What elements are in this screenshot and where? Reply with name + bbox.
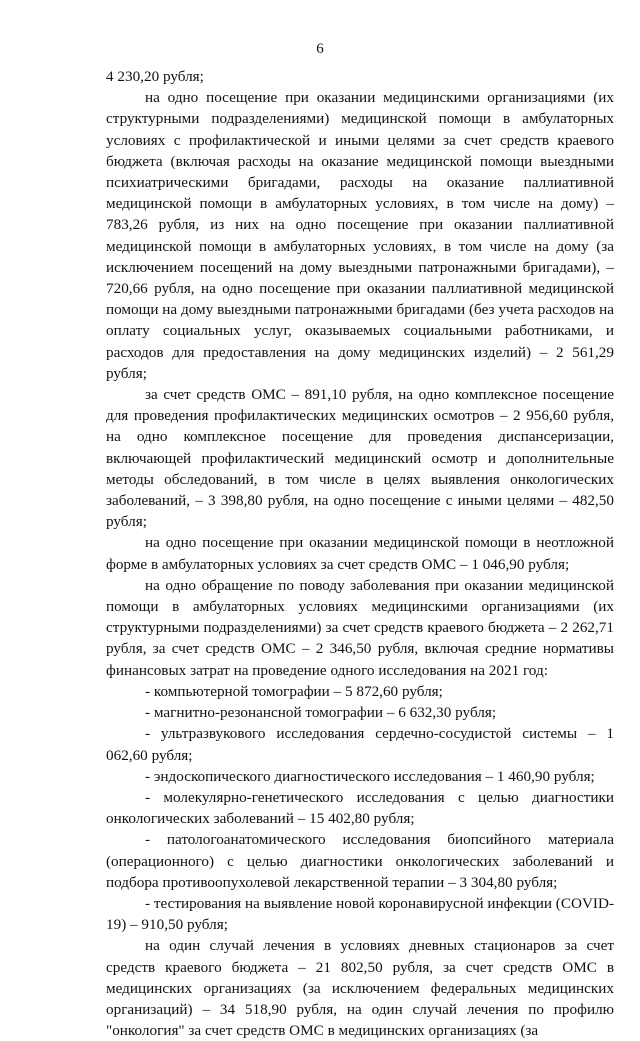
paragraph: на одно посещение при оказании медицинскими организациями (их структурными подразделениями) медицинской помощи в амбулаторных условиях с профилактической и иными целями за счет средств краевого бюджета (включая расходы на оказание медицинской помощи выездными психиатрическими бригадами, расходы на оказание паллиативной медицинской помощи в амбулаторных условиях, в том числе на дому) – 783,26 рубля, из них на одно посещение при оказании паллиативной медицинской помощи в амбулаторных условиях, в том числе на дому (за исключением посещений на дому выездными патронажными бригадами), – 720,66 рубля, на одно посещение при оказании паллиативной медицинской помощи на дому выездными патронажными бригадами (без учета расходов на оплату социальных услуг, оказываемых социальными работниками, и расходов для предоставления на дому медицинских изделий) – 2 561,29 рубля; — [106, 89, 614, 382]
paragraph: за счет средств ОМС – 891,10 рубля, на одно комплексное посещение для проведения профилактических медицинских осмотров – 2 956,60 рубля, на одно комплексное посещение для проведения диспансеризации, включающей профилактический медицинский осмотр и дополнительные методы обследований, в том числе в целях выявления онкологических заболеваний, – 3 398,80 рубля, на одно посещение с иными целями – 482,50 рубля; — [106, 386, 614, 531]
paragraph: на одно посещение при оказании медицинской помощи в неотложной форме в амбулаторных условиях за счет средств ОМС – 1 046,90 рубля; — [106, 534, 614, 573]
list-item: - эндоскопического диагностического исследования – 1 460,90 рубля; — [145, 767, 595, 785]
list-item: - ультразвукового исследования сердечно-сосудистой системы – 1 062,60 рубля; — [106, 725, 614, 764]
paragraph: на одно обращение по поводу заболевания при оказании медицинской помощи в амбулаторных условиях медицинскими организациями (их структурными подразделениями) за счет средств краевого бюджета – 2 262,71 рубля, за счет средств ОМС – 2 346,50 рубля, включая средние нормативы финансовых затрат на проведение одного исследования на 2021 год: — [106, 576, 614, 679]
paragraph: на один случай лечения в условиях дневных стационаров за счет средств краевого бюджета – 21 802,50 рубля, за счет средств ОМС в медицинских организациях (за исключением федеральных медицинских организаций) – 34 518,90 рубля, на один случай лечения по профилю "онкология" за счет средств ОМС в медицинских организациях (за — [106, 937, 614, 1040]
list-item: - тестирования на выявление новой коронавирусной инфекции (COVID-19) – 910,50 рубля; — [106, 894, 615, 934]
document-body — [106, 66, 614, 1041]
list-item: - патологоанатомического исследования биопсийного материала (операционного) с целью диагностики онкологических заболеваний и подбора противоопухолевой лекарственной терапии – 3 304,80 рубля; — [106, 831, 614, 891]
paragraph: 4 230,20 рубля; — [106, 68, 204, 85]
list-item: - молекулярно-генетического исследования с целью диагностики онкологических заболеваний – 15 402,80 рубля; — [106, 788, 614, 828]
list-item: - компьютерной томографии – 5 872,60 рубля; — [145, 682, 443, 700]
page-number: 6 — [316, 41, 324, 57]
list-item: - магнитно-резонансной томографии – 6 632,30 рубля; — [145, 704, 497, 722]
